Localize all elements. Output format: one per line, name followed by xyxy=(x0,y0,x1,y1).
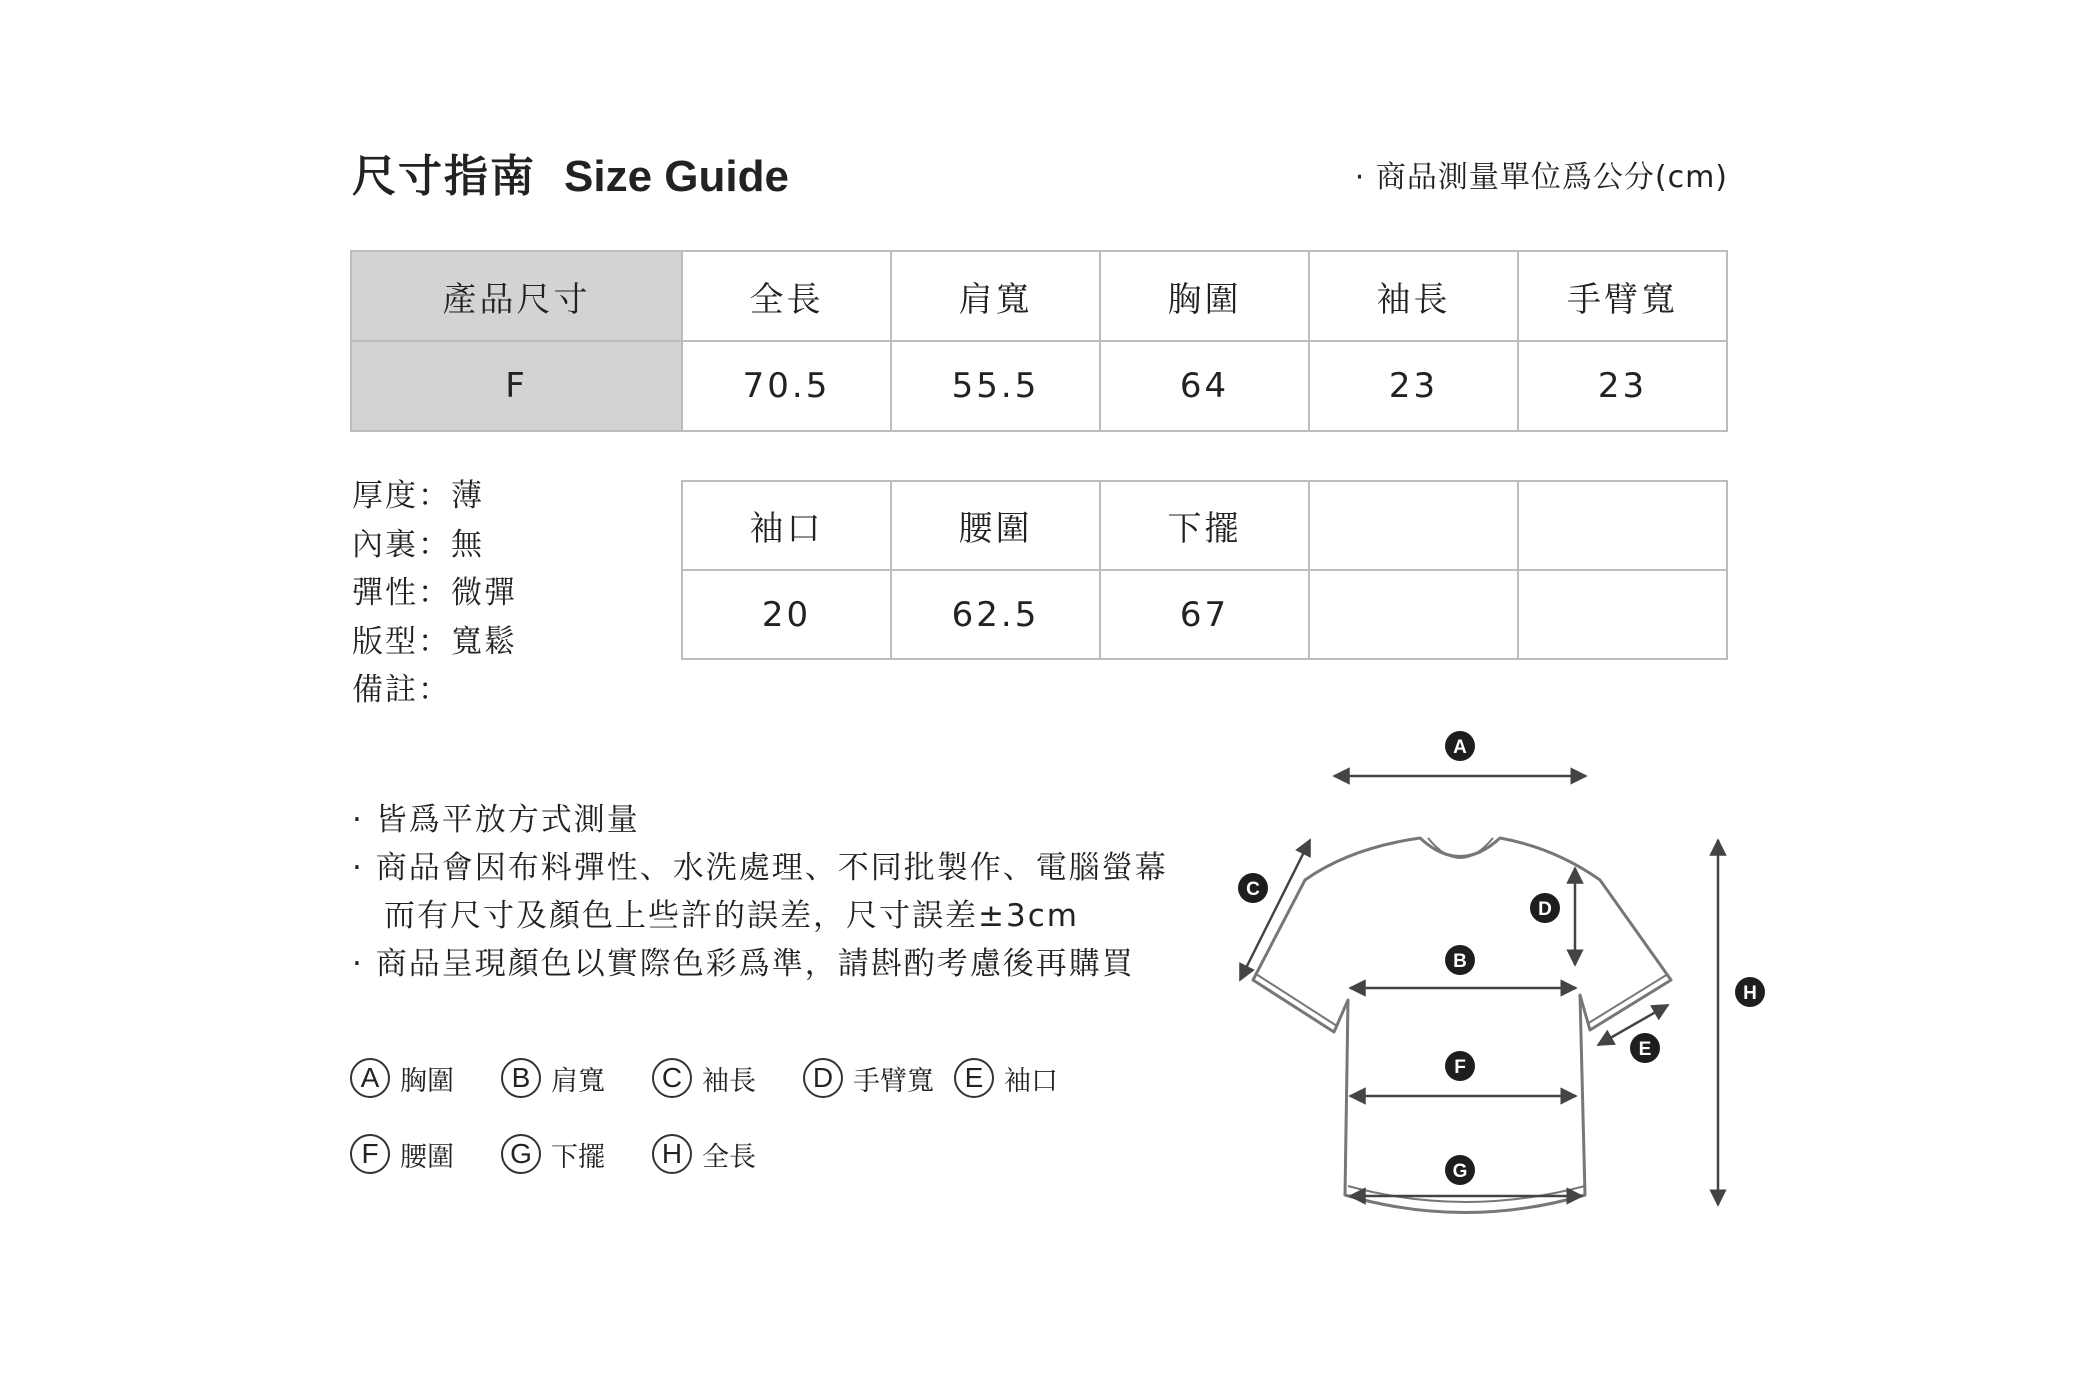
legend-item xyxy=(501,1134,605,1174)
table-header-cell: 袖口 xyxy=(682,481,891,570)
legend-letter: E xyxy=(954,1058,994,1098)
diagram-badge-d xyxy=(1530,893,1560,923)
attribute-fit: 版型：寬鬆 xyxy=(352,623,517,660)
title-en: Size Guide xyxy=(564,152,789,201)
legend-letter: G xyxy=(501,1134,541,1174)
table-header-cell: 下擺 xyxy=(1100,481,1309,570)
diagram-badge-f xyxy=(1445,1051,1475,1081)
note-line: · 商品呈現顏色以實際色彩爲準，請斟酌考慮後再購買 xyxy=(352,946,1135,982)
diagram-badge-e xyxy=(1630,1033,1660,1063)
table-cell: 20 xyxy=(682,570,891,659)
unit-note: · 商品測量單位爲公分(cm) xyxy=(1354,160,1728,195)
legend-label: 胸圍 xyxy=(400,1065,454,1097)
legend-item xyxy=(954,1058,1058,1098)
table-header-cell: 全長 xyxy=(682,251,891,341)
legend-label: 下擺 xyxy=(551,1141,605,1173)
legend-item xyxy=(803,1058,934,1098)
legend-label: 肩寬 xyxy=(551,1065,605,1097)
legend-letter: B xyxy=(501,1058,541,1098)
table-header-cell: 腰圍 xyxy=(891,481,1100,570)
table-cell: 64 xyxy=(1100,341,1309,431)
table-header-cell: 袖長 xyxy=(1309,251,1518,341)
table-cell: 55.5 xyxy=(891,341,1100,431)
table-row xyxy=(351,341,1727,431)
attribute-lining: 內裏：無 xyxy=(352,526,484,563)
svg-text:A: A xyxy=(1453,737,1467,758)
legend-item xyxy=(350,1058,454,1098)
table-header-row xyxy=(682,481,1727,570)
legend-label: 袖口 xyxy=(1004,1065,1058,1097)
diagram-badge-g xyxy=(1445,1155,1475,1185)
legend-letter: F xyxy=(350,1134,390,1174)
svg-text:F: F xyxy=(1454,1057,1466,1078)
legend-item xyxy=(501,1058,605,1098)
note-line: · 皆爲平放方式測量 xyxy=(352,802,640,838)
attribute-thickness: 厚度：薄 xyxy=(352,478,484,514)
table-cell: 70.5 xyxy=(682,341,891,431)
note-line: 而有尺寸及顏色上些許的誤差，尺寸誤差±3cm xyxy=(384,898,1079,934)
svg-text:D: D xyxy=(1538,899,1552,920)
note-line: · 商品會因布料彈性、水洗處理、不同批製作、電腦螢幕 xyxy=(352,850,1168,886)
legend-letter: C xyxy=(652,1058,692,1098)
diagram-badge-a xyxy=(1445,731,1475,761)
legend-item xyxy=(652,1134,756,1174)
svg-text:H: H xyxy=(1743,983,1757,1004)
table-header-cell: 產品尺寸 xyxy=(351,251,682,341)
legend-label: 腰圍 xyxy=(400,1141,454,1173)
table-cell xyxy=(1518,570,1727,659)
table-row xyxy=(682,570,1727,659)
legend-letter: H xyxy=(652,1134,692,1174)
table-header-cell: 手臂寬 xyxy=(1518,251,1727,341)
table-header-cell: 胸圍 xyxy=(1100,251,1309,341)
legend-letter: D xyxy=(803,1058,843,1098)
table-header-row xyxy=(351,251,1727,341)
legend-item xyxy=(350,1134,454,1174)
page-title xyxy=(352,140,789,204)
table-cell: 62.5 xyxy=(891,570,1100,659)
title-zh: 尺寸指南 xyxy=(352,151,536,202)
diagram-badge-c xyxy=(1238,873,1268,903)
table-cell: 67 xyxy=(1100,570,1309,659)
attribute-remarks: 備註： xyxy=(352,672,451,708)
legend-label: 全長 xyxy=(702,1141,756,1173)
table-cell: 23 xyxy=(1309,341,1518,431)
table-cell xyxy=(1309,570,1518,659)
size-table-main xyxy=(350,250,1728,432)
product-attributes xyxy=(352,472,517,715)
legend-label: 袖長 xyxy=(702,1065,756,1097)
svg-text:G: G xyxy=(1452,1161,1468,1182)
attribute-elasticity: 彈性：微彈 xyxy=(352,575,517,611)
svg-text:E: E xyxy=(1638,1039,1652,1060)
diagram-badge-h xyxy=(1735,977,1765,1007)
table-cell: 23 xyxy=(1518,341,1727,431)
table-header-cell xyxy=(1309,481,1518,570)
diagram-badge-b xyxy=(1445,945,1475,975)
measurement-arrows xyxy=(1240,776,1718,1205)
table-cell: F xyxy=(351,341,682,431)
tshirt-diagram xyxy=(1220,720,1780,1240)
svg-text:C: C xyxy=(1246,879,1260,900)
legend-label: 手臂寬 xyxy=(853,1065,934,1097)
size-table-secondary xyxy=(681,480,1728,660)
legend-letter: A xyxy=(350,1058,390,1098)
svg-text:B: B xyxy=(1453,951,1467,972)
table-header-cell xyxy=(1518,481,1727,570)
table-header-cell: 肩寬 xyxy=(891,251,1100,341)
legend-item xyxy=(652,1058,756,1098)
measurement-notes xyxy=(352,796,1168,988)
